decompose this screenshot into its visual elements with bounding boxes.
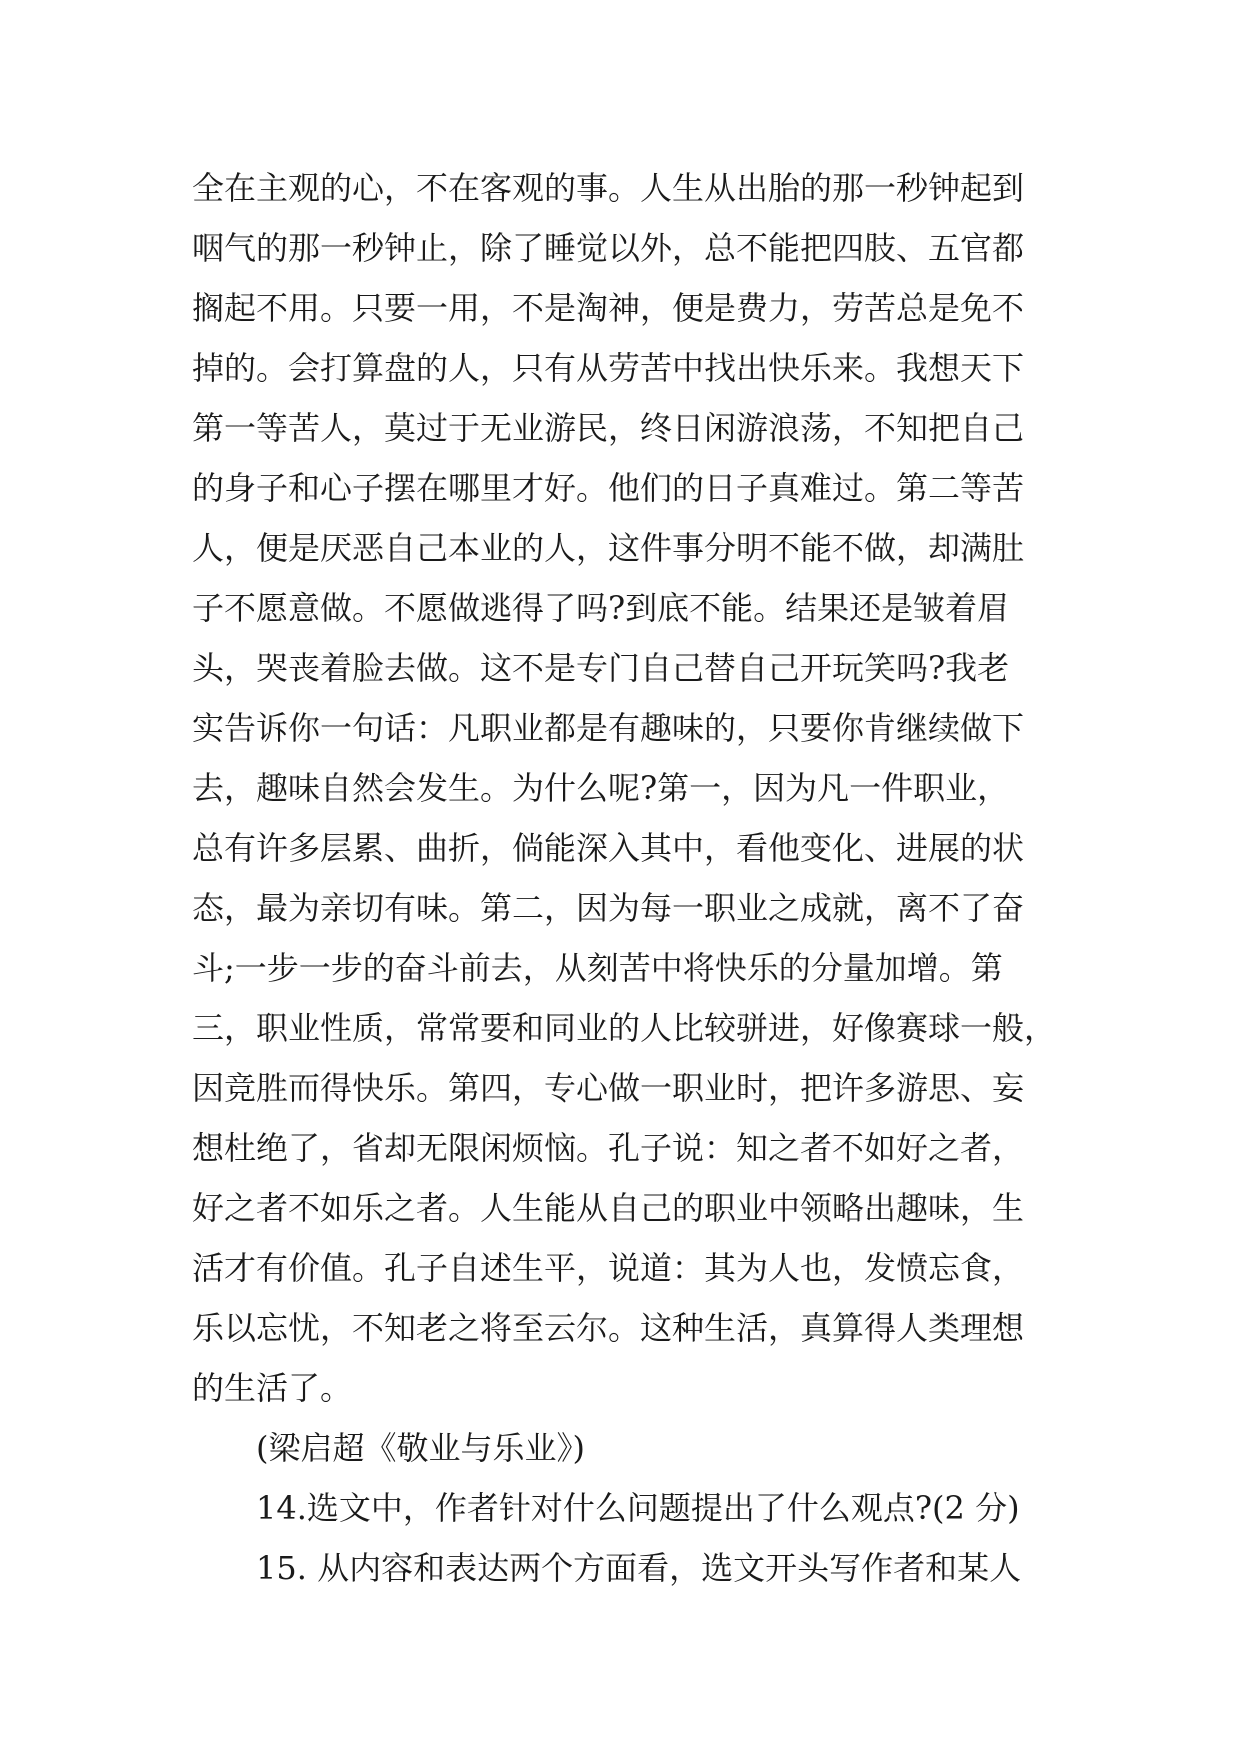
paragraph-line: 子不愿意做。不愿做逃得了吗?到底不能。结果还是皱着眉: [192, 589, 1010, 627]
paragraph-line: 斗;一步一步的奋斗前去，从刻苦中将快乐的分量加增。第: [192, 949, 1003, 987]
paragraph-line: 三，职业性质，常常要和同业的人比较骈进，好像赛球一般，: [192, 1009, 1057, 1047]
paragraph-line: 头，哭丧着脸去做。这不是专门自己替自己开玩笑吗?我老: [192, 649, 1010, 687]
paragraph-line: 因竞胜而得快乐。第四，专心做一职业时，把许多游思、妄: [192, 1069, 1025, 1107]
question-15: 15. 从内容和表达两个方面看，选文开头写作者和某人: [256, 1549, 1022, 1587]
paragraph-line: 第一等苦人，莫过于无业游民，终日闲游浪荡，不知把自己: [192, 409, 1025, 447]
paragraph-line: 去，趣味自然会发生。为什么呢?第一，因为凡一件职业，: [192, 769, 1010, 807]
paragraph-line: 人，便是厌恶自己本业的人，这件事分明不能不做，却满肚: [192, 529, 1025, 567]
paragraph-line: 总有许多层累、曲折，倘能深入其中，看他变化、进展的状: [192, 829, 1025, 867]
document-body: [192, 158, 1072, 1598]
paragraph-line: 搁起不用。只要一用，不是淘神，便是费力，劳苦总是免不: [192, 289, 1025, 327]
paragraph-line: 实告诉你一句话：凡职业都是有趣味的，只要你肯继续做下: [192, 709, 1025, 747]
paragraph-line: 的身子和心子摆在哪里才好。他们的日子真难过。第二等苦: [192, 469, 1025, 507]
question-14: 14.选文中，作者针对什么问题提出了什么观点?(2 分): [256, 1489, 1020, 1527]
paragraph-line: 乐以忘忧，不知老之将至云尔。这种生活，真算得人类理想: [192, 1309, 1025, 1347]
citation: (梁启超《敬业与乐业》): [256, 1429, 585, 1467]
paragraph-line: 掉的。会打算盘的人，只有从劳苦中找出快乐来。我想天下: [192, 349, 1025, 387]
paragraph-line: 全在主观的心，不在客观的事。人生从出胎的那一秒钟起到: [192, 169, 1025, 207]
paragraph-line: 咽气的那一秒钟止，除了睡觉以外，总不能把四肢、五官都: [192, 229, 1025, 267]
paragraph-line: 想杜绝了，省却无限闲烦恼。孔子说：知之者不如好之者，: [192, 1129, 1025, 1167]
paragraph-line: 的生活了。: [192, 1369, 353, 1407]
paragraph-line: 活才有价值。孔子自述生平，说道：其为人也，发愤忘食，: [192, 1249, 1025, 1287]
paragraph-line: 态，最为亲切有味。第二，因为每一职业之成就，离不了奋: [192, 889, 1025, 927]
paragraph-line: 好之者不如乐之者。人生能从自己的职业中领略出趣味，生: [192, 1189, 1025, 1227]
